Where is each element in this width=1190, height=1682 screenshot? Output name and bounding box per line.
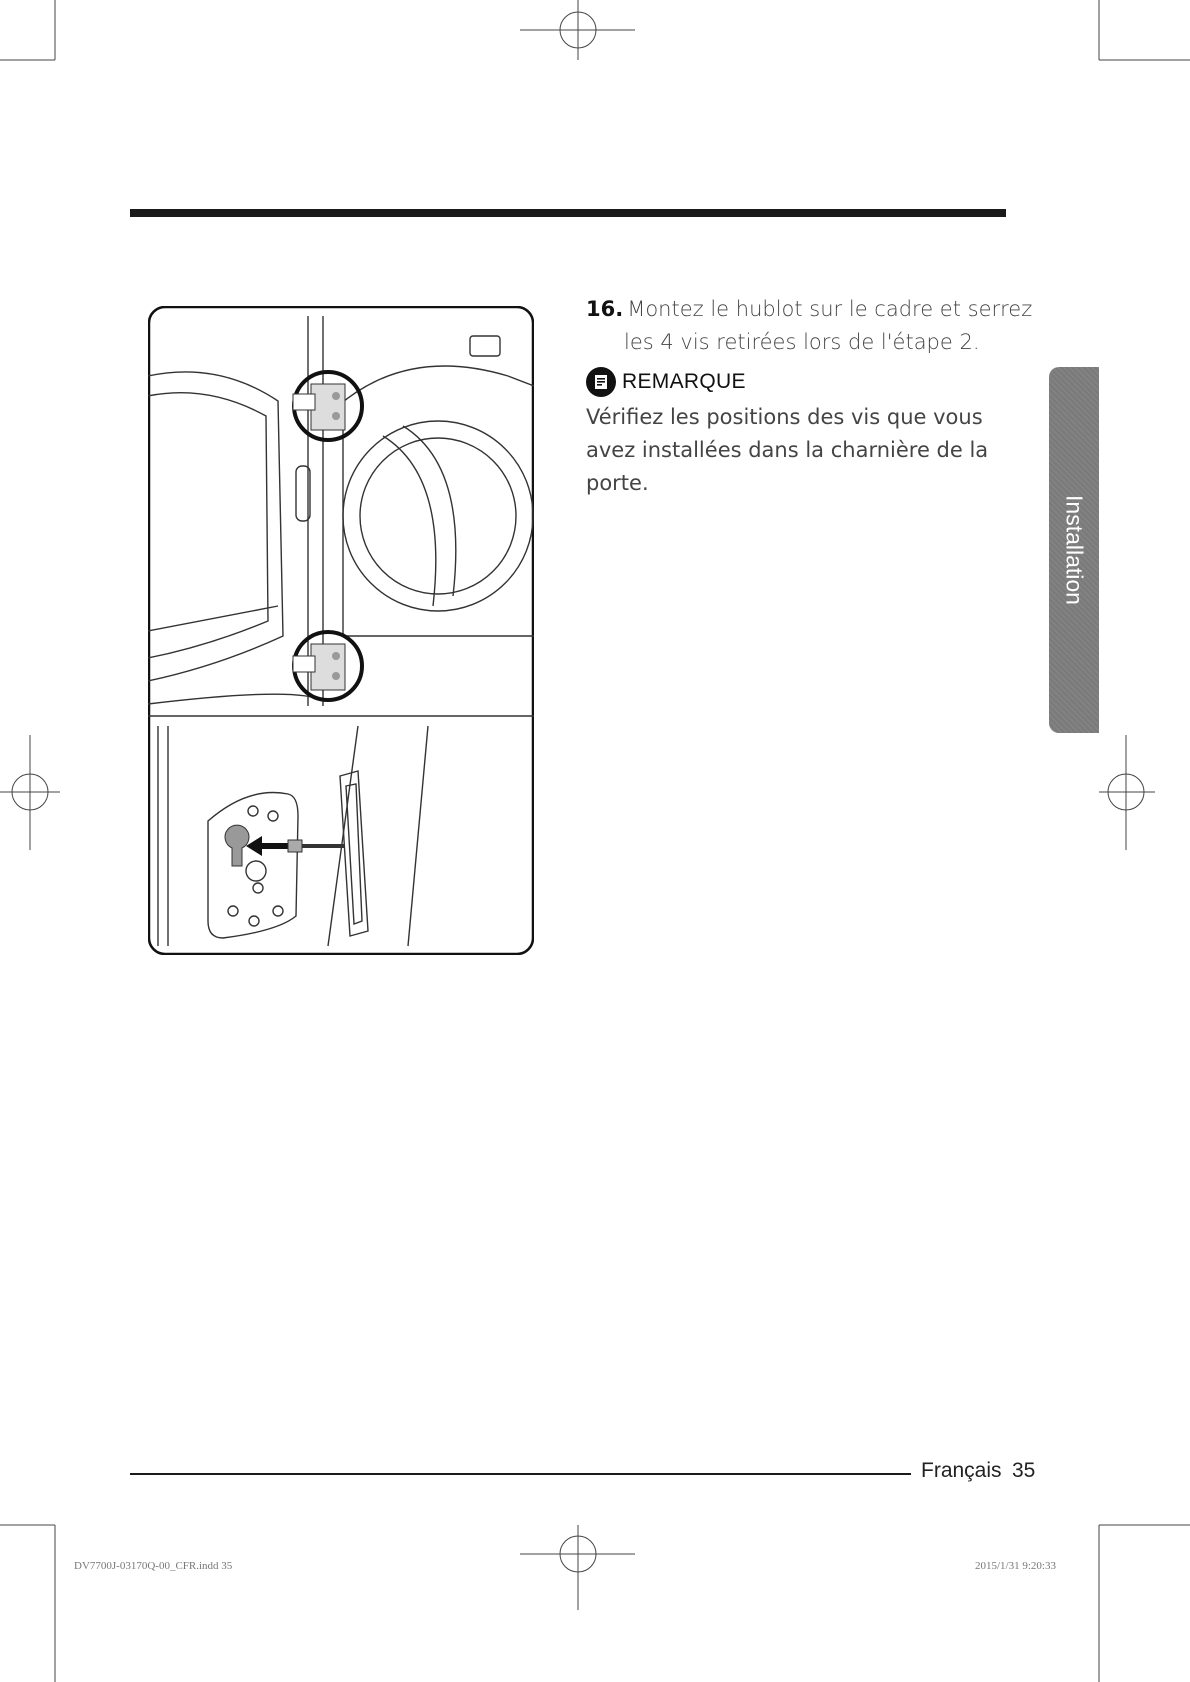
registration-mark-bottom <box>520 1525 635 1610</box>
print-slug-timestamp: 2015/1/31 9:20:33 <box>975 1560 1056 1572</box>
step-number: 16. <box>586 297 624 321</box>
registration-mark-top <box>520 0 635 60</box>
door-hinge-illustration <box>148 306 534 955</box>
registration-mark-left <box>0 735 60 850</box>
note-icon <box>586 367 616 397</box>
print-slug-file: DV7700J-03170Q-00_CFR.indd 35 <box>74 1560 233 1572</box>
note-title: REMARQUE <box>622 370 746 393</box>
header-rule <box>130 209 1006 217</box>
note-header <box>586 365 746 399</box>
section-tab-label: Installation <box>1061 495 1088 605</box>
footer-language: Français <box>921 1459 1002 1482</box>
page-number: 35 <box>1012 1459 1036 1482</box>
registration-mark-right <box>1099 735 1155 850</box>
note-text: Vérifiez les positions des vis que vous avez installées dans la charnière de la porte. <box>586 405 989 495</box>
footer-rule <box>130 1473 911 1475</box>
step-instruction <box>586 293 1064 359</box>
step-text: Montez le hublot sur le cadre et serrez les 4 vis retirées lors de l'étape 2. <box>624 297 1033 354</box>
section-tab <box>1049 367 1099 733</box>
